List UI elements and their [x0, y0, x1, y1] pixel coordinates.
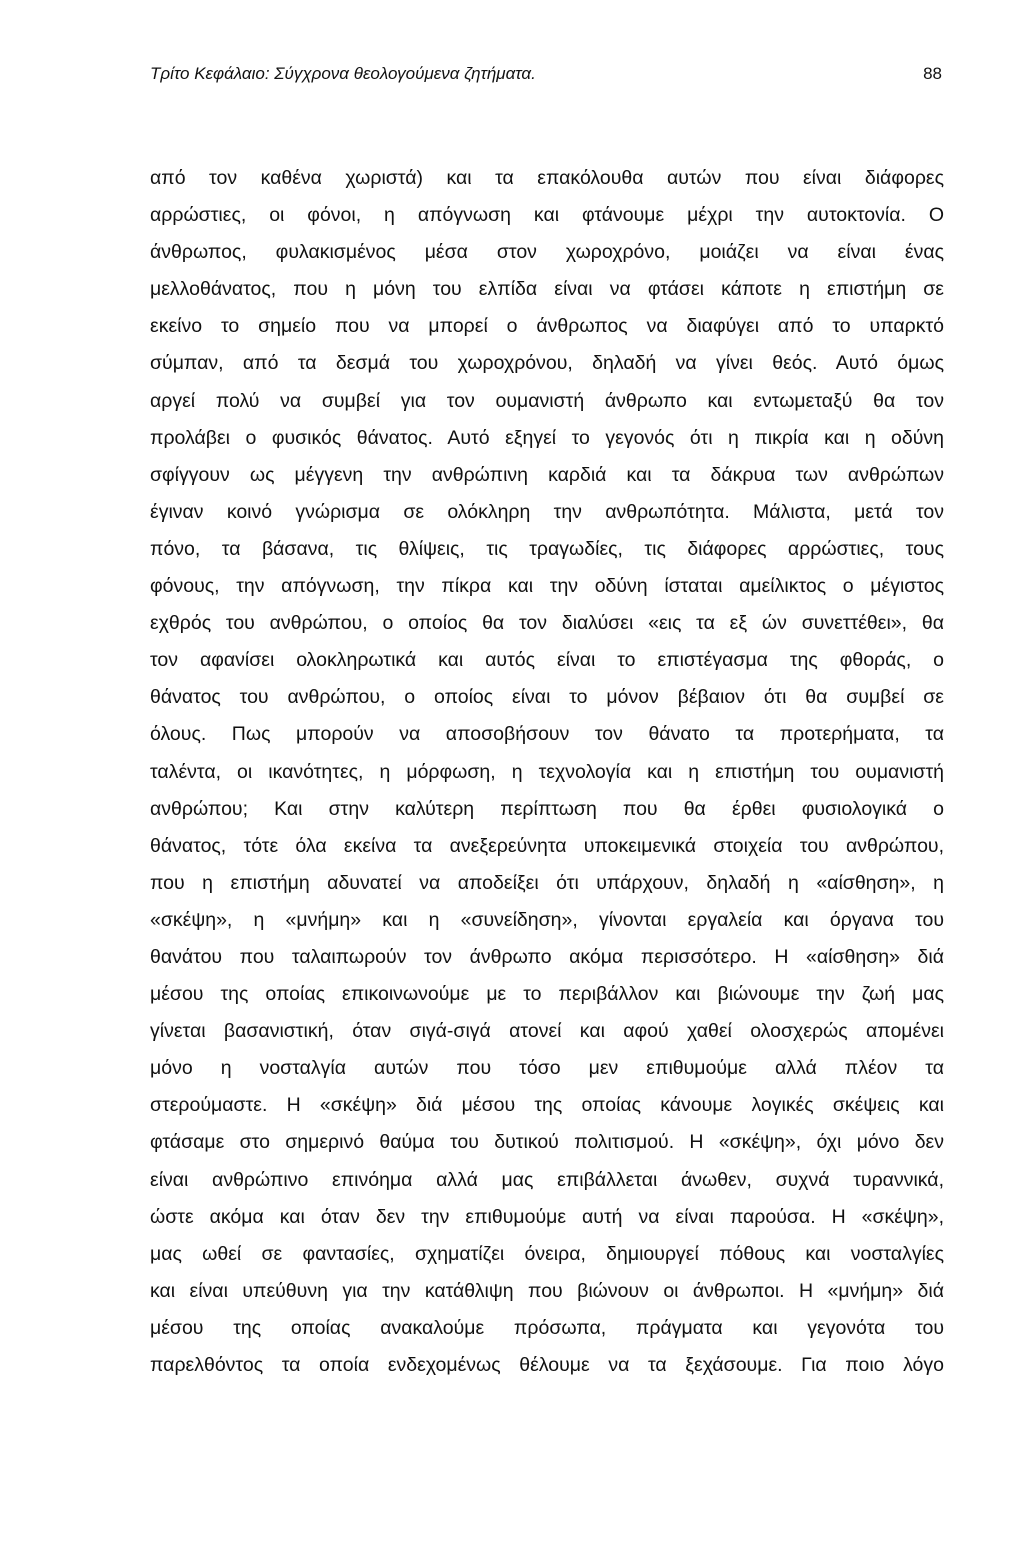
text-line: όλους. Πως μπορούν να αποσοβήσουν τον θάνατο τα προτερήματα, τα — [150, 723, 944, 746]
text-line: σφίγγουν ως μέγγενη την ανθρώπινη καρδιά και τα δάκρυα των ανθρώπων — [150, 463, 944, 486]
text-line: από τον καθένα χωριστά) και τα επακόλουθα αυτών που είναι διάφορες — [150, 167, 944, 189]
text-line: είναι ανθρώπινο επινόημα αλλά μας επιβάλλεται άνωθεν, συχνά τυραννικά, — [150, 1168, 944, 1191]
text-line: ανθρώπου; Και στην καλύτερη περίπτωση που θα έρθει φυσιολογικά ο — [150, 797, 944, 820]
text-line: μόνο η νοσταλγία αυτών που τόσο μεν επιθυμούμε αλλά πλέον τα — [150, 1057, 944, 1080]
text-line: προλάβει ο φυσικός θάνατος. Αυτό εξηγεί το γεγονός ότι η πικρία και η οδύνη — [150, 426, 944, 449]
text-line: εχθρός του ανθρώπου, ο οποίος θα τον διαλύσει «εις τα εξ ών συνεττέθει», θα — [150, 612, 944, 635]
text-line: θανάτου που ταλαιπωρούν τον άνθρωπο ακόμα περισσότερο. Η «αίσθηση» διά — [150, 945, 944, 968]
text-line: μέσου της οποίας επικοινωνούμε με το περιβάλλον και βιώνουμε την ζωή μας — [150, 983, 944, 1006]
text-line: ώστε ακόμα και όταν δεν την επιθυμούμε αυτή να είναι παρούσα. Η «σκέψη», — [150, 1205, 944, 1228]
text-line: σύμπαν, από τα δεσμά του χωροχρόνου, δηλαδή να γίνει θεός. Αυτό όμως — [150, 352, 944, 375]
running-header — [150, 62, 942, 86]
text-line: μελλοθάνατος, που η μόνη του ελπίδα είναι να φτάσει κάποτε η επιστήμη σε — [150, 278, 944, 301]
text-line: φόνους, την απόγνωση, την πίκρα και την οδύνη ίσταται αμείλικτος ο μέγιστος — [150, 575, 944, 598]
text-line: «σκέψη», η «μνήμη» και η «συνείδηση», γίνονται εργαλεία και όργανα του — [150, 908, 944, 931]
text-line: μέσου της οποίας ανακαλούμε πρόσωπα, πράγματα και γεγονότα του — [150, 1316, 944, 1339]
text-line: στερούμαστε. Η «σκέψη» διά μέσου της οποίας κάνουμε λογικές σκέψεις και — [150, 1094, 944, 1117]
text-line: γίνεται βασανιστική, όταν σιγά-σιγά ατονεί και αφού χαθεί ολοσχερώς απομένει — [150, 1020, 944, 1043]
text-line: τον αφανίσει ολοκληρωτικά και αυτός είναι το επιστέγασμα της φθοράς, ο — [150, 649, 944, 672]
text-line: αργεί πολύ να συμβεί για τον ουμανιστή άνθρωπο και εντωμεταξύ θα τον — [150, 389, 944, 412]
text-line: άνθρωπος, φυλακισμένος μέσα στον χωροχρόνο, μοιάζει να είναι ένας — [150, 241, 944, 264]
text-line: μας ωθεί σε φαντασίες, σχηματίζει όνειρα, δημιουργεί πόθους και νοσταλγίες — [150, 1242, 944, 1265]
text-line: και είναι υπεύθυνη για την κατάθλιψη που βιώνουν οι άνθρωποι. Η «μνήμη» διά — [150, 1279, 944, 1302]
text-line: ταλέντα, οι ικανότητες, η μόρφωση, η τεχνολογία και η επιστήμη του ουμανιστή — [150, 760, 944, 783]
text-line: έγιναν κοινό γνώρισμα σε ολόκληρη την ανθρωπότητα. Μάλιστα, μετά τον — [150, 500, 944, 523]
text-line: παρελθόντος τα οποία ενδεχομένως θέλουμε να τα ξεχάσουμε. Για ποιο λόγο — [150, 1354, 944, 1376]
text-line: θάνατος του ανθρώπου, ο οποίος είναι το μόνον βέβαιον ότι θα συμβεί σε — [150, 686, 944, 709]
running-title: Τρίτο Κεφάλαιο: Σύγχρονα θεολογούμενα ζητήματα. — [150, 64, 536, 83]
text-line: αρρώστιες, οι φόνοι, η απόγνωση και φτάνουμε μέχρι την αυτοκτονία. Ο — [150, 204, 944, 227]
text-line: φτάσαμε στο σημερινό θαύμα του δυτικού πολιτισμού. Η «σκέψη», όχι μόνο δεν — [150, 1131, 944, 1154]
text-line: που η επιστήμη αδυνατεί να αποδείξει ότι υπάρχουν, δηλαδή η «αίσθηση», η — [150, 871, 944, 894]
text-line: εκείνο το σημείο που να μπορεί ο άνθρωπος να διαφύγει από το υπαρκτό — [150, 315, 944, 338]
text-line: θάνατος, τότε όλα εκείνα τα ανεξερεύνητα υποκειμενικά στοιχεία του ανθρώπου, — [150, 834, 944, 857]
page-number: 88 — [923, 64, 942, 83]
text-line: πόνο, τα βάσανα, τις θλίψεις, τις τραγωδίες, τις διάφορες αρρώστιες, τους — [150, 537, 944, 560]
body-paragraph — [150, 160, 944, 1384]
